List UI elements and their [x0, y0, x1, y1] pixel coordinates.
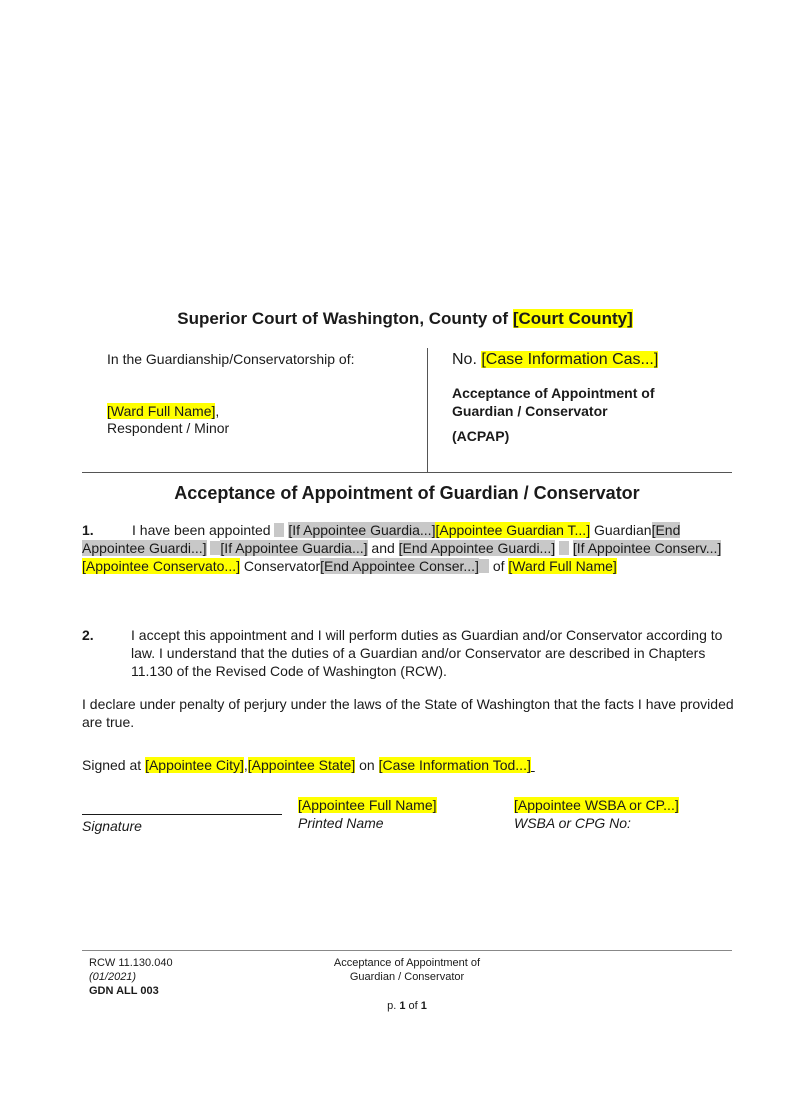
ward-suffix: ,	[215, 403, 220, 419]
paragraph-1-number: 1.	[82, 522, 94, 538]
paragraph-2	[82, 626, 737, 679]
signed-on: on	[355, 757, 379, 773]
p1-field-ward-name[interactable]: [Ward Full Name]	[508, 558, 617, 574]
field-marker	[210, 541, 220, 555]
footer-rcw: RCW 11.130.040	[89, 957, 173, 969]
signed-date-underline	[531, 757, 535, 773]
p1-field-end-guardian[interactable]: [End Appointee Guardi...]	[82, 522, 681, 556]
page-current: 1	[399, 1000, 406, 1012]
p1-text-1: I have been appointed	[132, 522, 275, 538]
form-title-line2: Guardian / Conservator	[452, 403, 608, 419]
declaration-text: I declare under penalty of perjury under the laws of the State of Washington that the facts I have provided are true.	[82, 696, 734, 730]
ward-name-field[interactable]: [Ward Full Name]	[107, 403, 216, 419]
p1-text-3: and	[367, 540, 399, 556]
field-marker	[274, 523, 284, 537]
paragraph-2-text: I accept this appointment and I will perform duties as Guardian and/or Conservator according to law. I understand that the duties of a Guardian and/or Conservator are described in Chapters 11.130 of the Revised Code of Washington (RCW).	[131, 627, 723, 679]
page-prefix: p.	[387, 1000, 400, 1012]
p1-field-if-guardian-2[interactable]: [If Appointee Guardia...]	[220, 540, 368, 556]
court-header-prefix: Superior Court of Washington, County of	[177, 309, 513, 328]
court-county-field[interactable]: [Court County]	[512, 309, 633, 328]
court-header	[0, 309, 800, 329]
p1-field-end-conservator[interactable]: [End Appointee Conser...]	[320, 558, 479, 574]
main-title: Acceptance of Appointment of Guardian / Conservator	[174, 483, 640, 503]
signature-label: Signature	[82, 818, 142, 834]
printed-name-label: Printed Name	[298, 815, 384, 831]
p1-field-conservator-type[interactable]: [Appointee Conservato...]	[82, 558, 240, 574]
wsba-value[interactable]: [Appointee WSBA or CP...]	[514, 797, 679, 813]
paragraph-2-number: 2.	[82, 627, 94, 643]
page-total: 1	[420, 1000, 427, 1012]
footer-form-id: GDN ALL 003	[89, 985, 159, 997]
signed-city-field[interactable]: [Appointee City]	[145, 757, 244, 773]
caption-left	[107, 351, 407, 437]
signed-date-field[interactable]: [Case Information Tod...]	[378, 757, 531, 773]
wsba-label: WSBA or CPG No:	[514, 815, 631, 831]
signed-comma: ,	[243, 757, 248, 773]
field-marker	[479, 559, 489, 573]
p1-text-4: Conservator	[240, 558, 321, 574]
respondent-role: Respondent / Minor	[107, 420, 230, 436]
p1-field-if-conservator[interactable]: [If Appointee Conserv...]	[572, 540, 722, 556]
caption-divider-vertical	[427, 348, 428, 472]
page-of: of	[405, 1000, 421, 1012]
footer-title-line1: Acceptance of Appointment of	[333, 957, 481, 969]
in-the-matter-label: In the Guardianship/Conservatorship of:	[107, 351, 355, 367]
footer-divider	[82, 950, 732, 951]
case-no-label: No.	[452, 351, 477, 368]
p1-field-end-guardian-2[interactable]: [End Appointee Guardi...]	[398, 540, 556, 556]
signature-line[interactable]	[82, 814, 282, 815]
p1-text-5: of	[488, 558, 509, 574]
signed-prefix: Signed at	[82, 757, 146, 773]
footer-left	[89, 956, 173, 998]
caption-divider-horizontal	[82, 472, 732, 473]
footer-title-line2: Guardian / Conservator	[349, 971, 465, 983]
field-marker	[559, 541, 569, 555]
p1-field-if-guardian[interactable]: [If Appointee Guardia...]	[288, 522, 436, 538]
form-title-line1: Acceptance of Appointment of	[452, 385, 655, 401]
printed-name-value[interactable]: [Appointee Full Name]	[298, 797, 437, 813]
wsba-field[interactable]	[514, 797, 679, 813]
p1-text-2: Guardian	[590, 522, 652, 538]
case-no-field[interactable]: [Case Information Cas...]	[481, 351, 659, 368]
case-number	[452, 350, 752, 370]
ward-line	[107, 403, 407, 420]
p1-field-guardian-type[interactable]: [Appointee Guardian T...]	[435, 522, 591, 538]
signed-at-line	[82, 756, 737, 774]
caption-right	[452, 350, 752, 444]
footer-center	[307, 956, 507, 984]
printed-name-field[interactable]	[298, 797, 437, 813]
form-code: (ACPAP)	[452, 428, 510, 444]
signed-state-field[interactable]: [Appointee State]	[247, 757, 356, 773]
form-title	[452, 384, 752, 420]
footer-date: (01/2021)	[89, 971, 137, 983]
footer-page-number	[307, 1000, 507, 1012]
paragraph-1	[82, 521, 737, 575]
